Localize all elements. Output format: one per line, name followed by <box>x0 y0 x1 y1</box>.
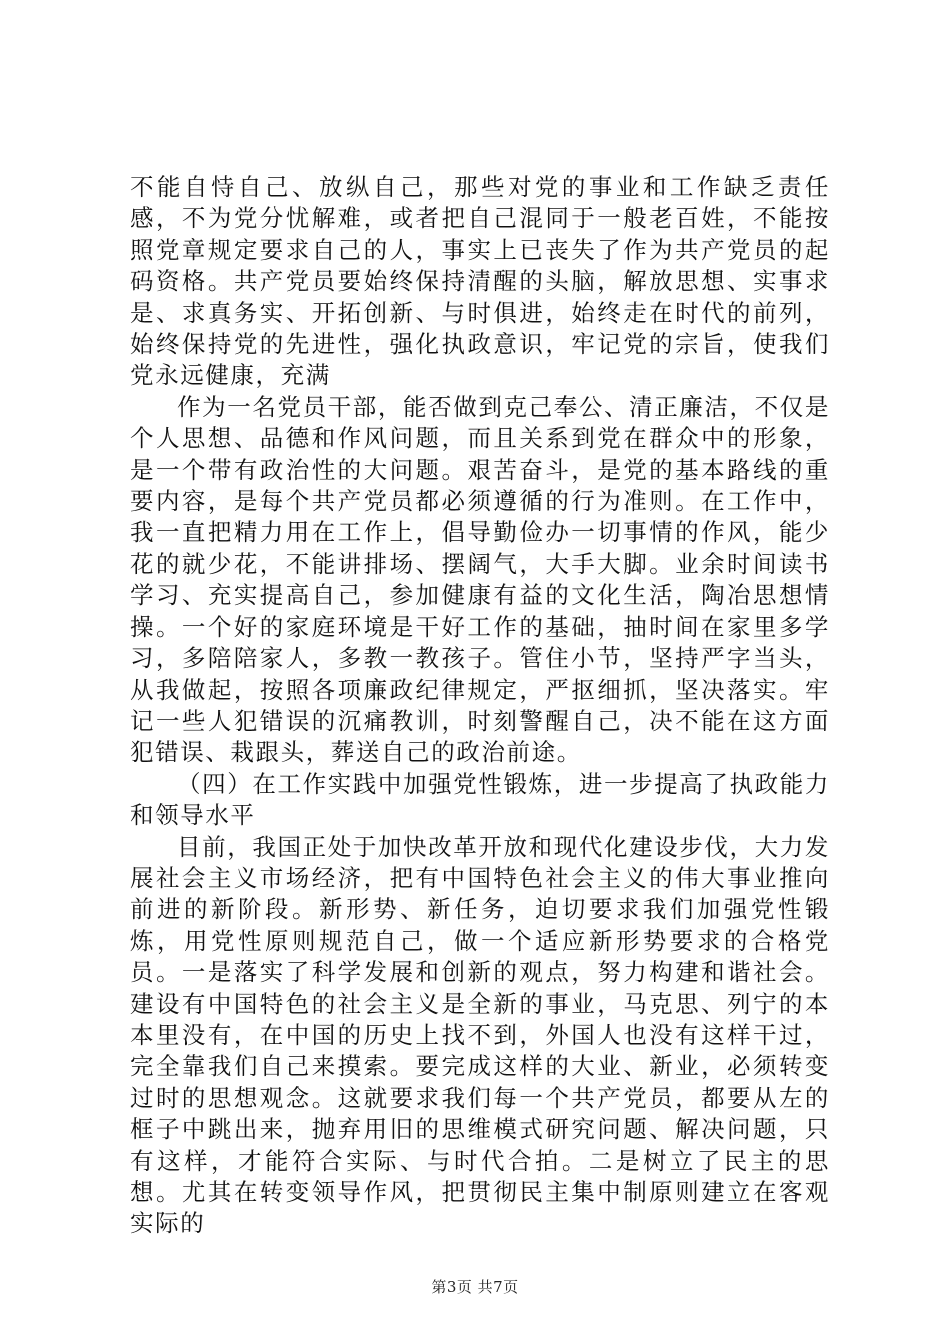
document-body <box>130 172 830 1240</box>
paragraph-continuation: 不能自恃自己、放纵自己，那些对党的事业和工作缺乏责任感，不为党分忧解难，或者把自己混同于一般老百姓，不能按照党章规定要求自己的人，事实上已丧失了作为共产党员的起码资格。共产党员要始终保持清醒的头脑，解放思想、实事求是、求真务实、开拓创新、与时俱进，始终走在时代的前列，始终保持党的先进性，强化执政意识，牢记党的宗旨，使我们党永远健康，充满 <box>130 173 830 390</box>
paragraph-party-training: 目前，我国正处于加快改革开放和现代化建设步伐，大力发展社会主义市场经济，把有中国特色社会主义的伟大事业推向前进的新阶段。新形势、新任务，迫切要求我们加强党性锻炼，用党性原则规范自己，做一个适应新形势要求的合格党员。一是落实了科学发展和创新的观点，努力构建和谐社会。建设有中国特色的社会主义是全新的事业，马克思、列宁的本本里没有，在中国的历史上找不到，外国人也没有这样干过，完全靠我们自己来摸索。要完成这样的大业、新业，必须转变过时的思想观念。这就要求我们每一个共产党员，都要从左的框子中跳出来，抛弃用旧的思维模式研究问题、解决问题，只有这样，才能符合实际、与时代合拍。二是树立了民主的思想。尤其在转变领导作风，把贯彻民主集中制原则建立在客观实际的 <box>130 832 830 1238</box>
section-heading-4: （四）在工作实践中加强党性锻炼，进一步提高了执政能力和领导水平 <box>130 769 830 830</box>
paragraph-integrity: 作为一名党员干部，能否做到克己奉公、清正廉洁，不仅是个人思想、品德和作风问题，而且关系到党在群众中的形象，是一个带有政治性的大问题。艰苦奋斗，是党的基本路线的重要内容，是每个共产党员都必须遵循的行为准则。在工作中，我一直把精力用在工作上，倡导勤俭办一切事情的作风，能少花的就少花，不能讲排场、摆阔气，大手大脚。业余时间读书学习、充实提高自己，参加健康有益的文化生活，陶冶思想情操。一个好的家庭环境是干好工作的基础，抽时间在家里多学习，多陪陪家人，多教一教孩子。管住小节，坚持严字当头，从我做起，按照各项廉政纪律规定，严抠细抓，坚决落实。牢记一些人犯错误的沉痛教训，时刻警醒自己，决不能在这方面犯错误、栽跟头，葬送自己的政治前途。 <box>130 392 830 767</box>
page-number-footer: 第3页 共7页 <box>431 1278 519 1296</box>
